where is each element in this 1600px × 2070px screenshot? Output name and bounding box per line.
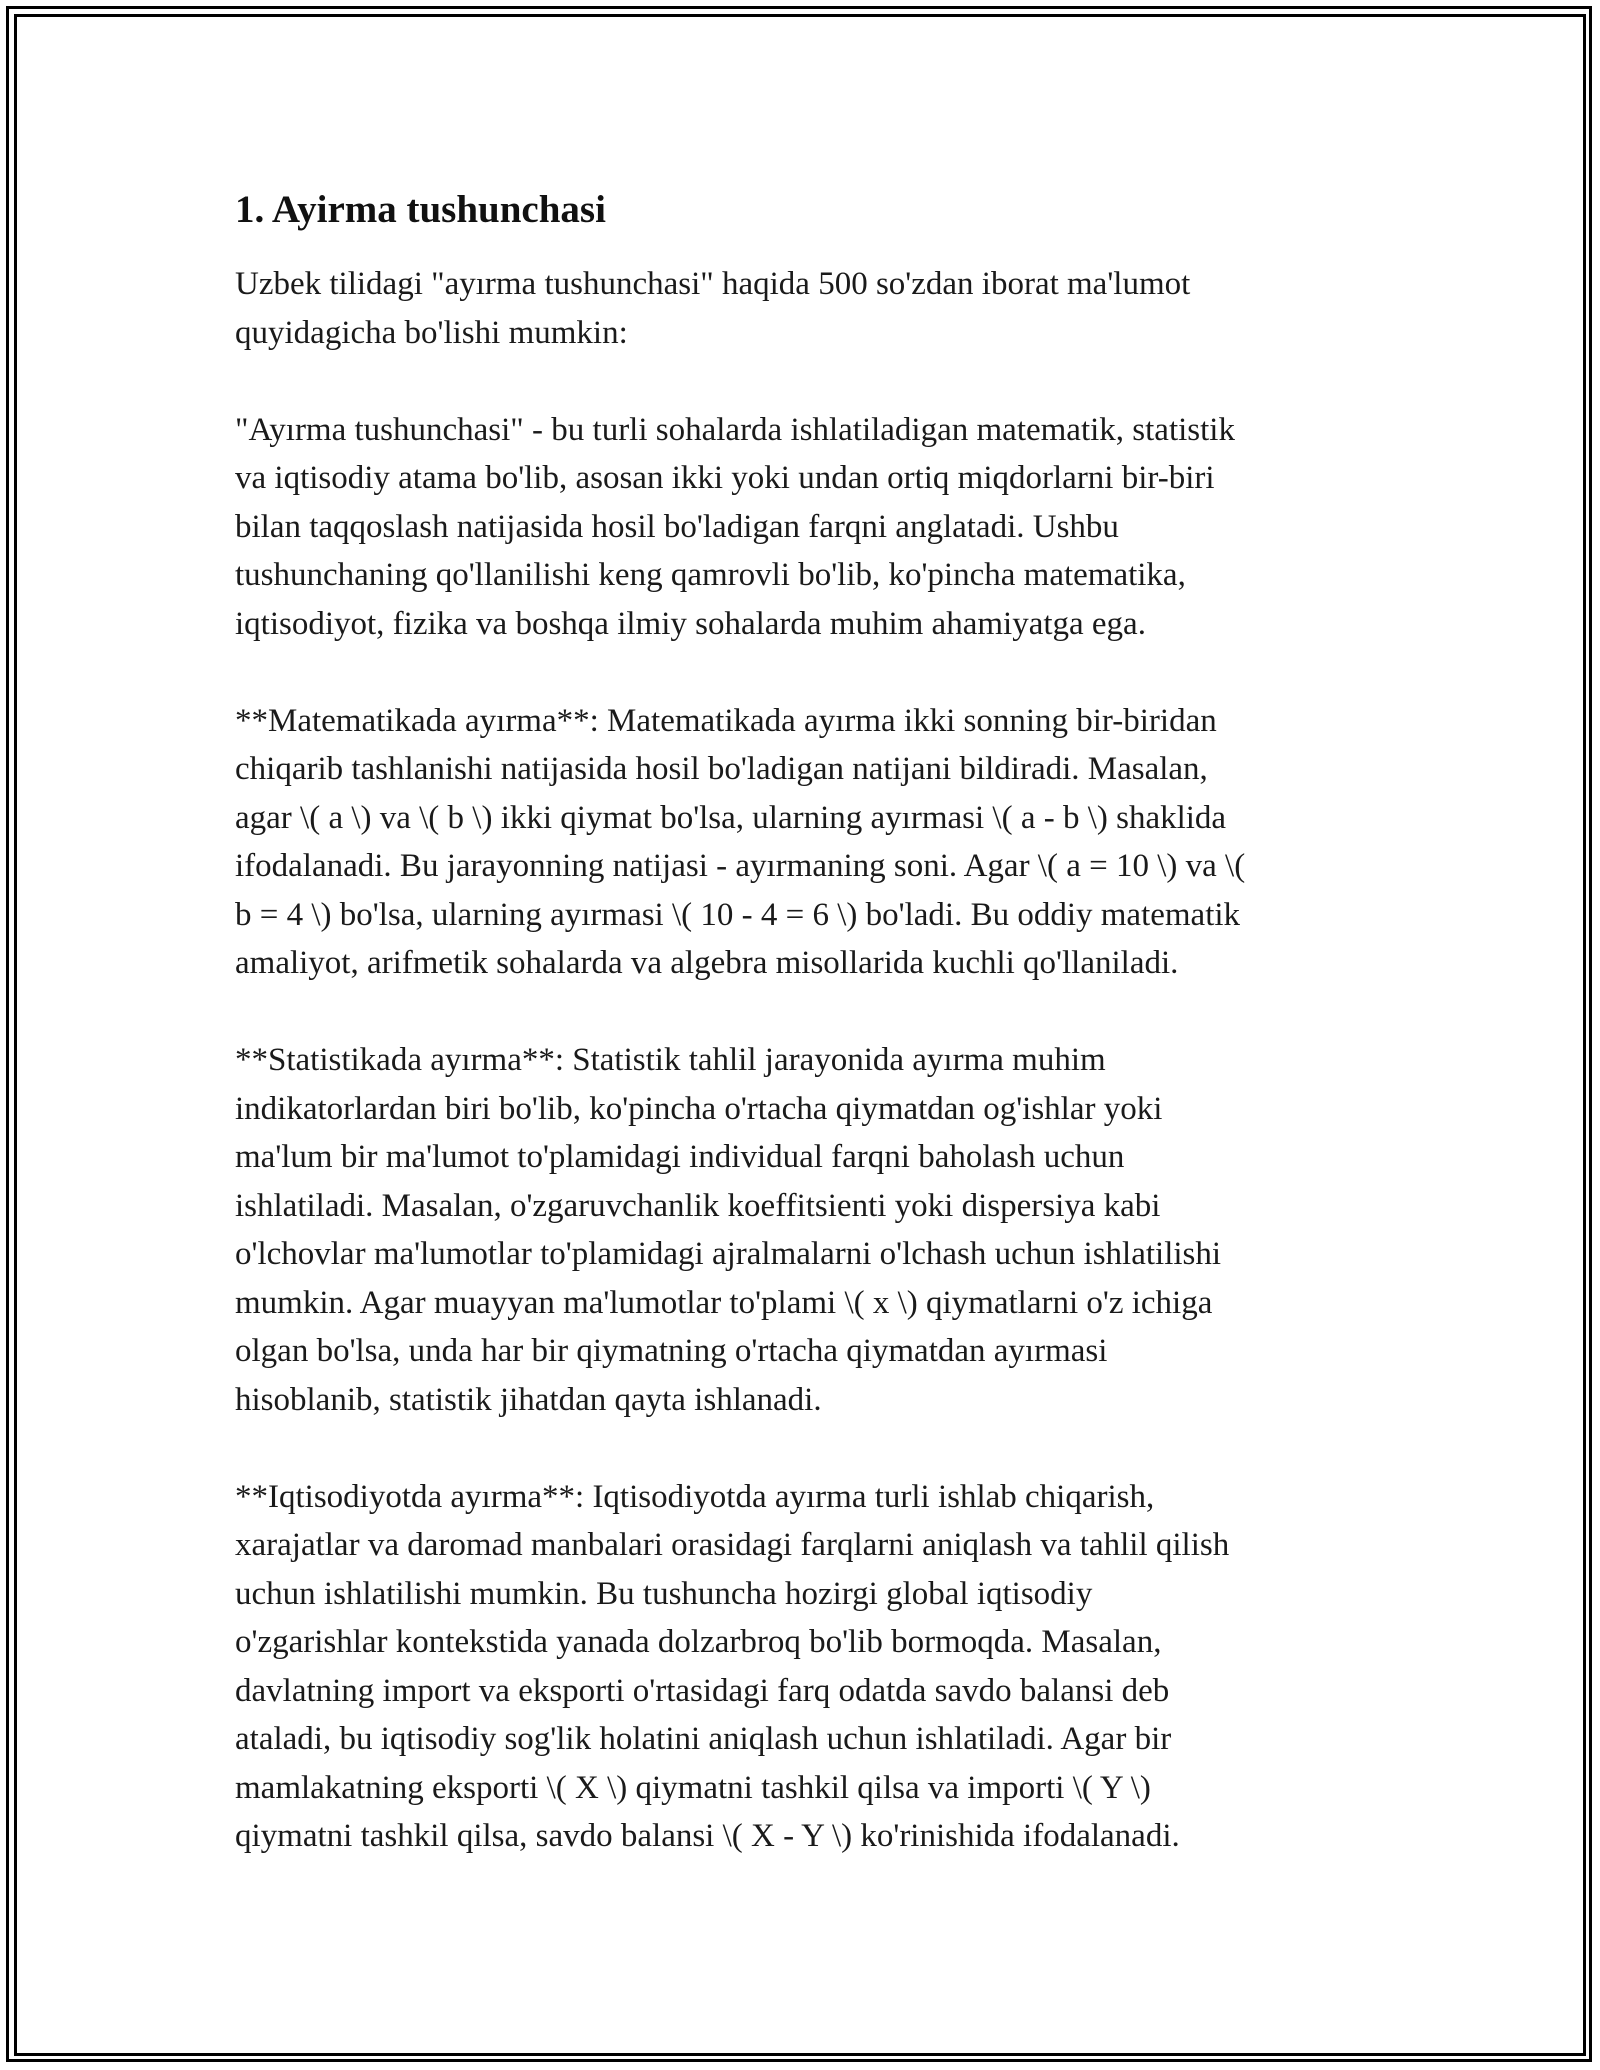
document-body [235, 180, 1365, 1909]
text-line: ifodalanadi. Bu jarayonning natijasi - ayırmaning soni. Agar \( a = 10 \) va \( [235, 848, 1246, 884]
text-line: mamlakatning eksporti \( X \) qiymatni tashkil qilsa va importi \( Y \) [235, 1769, 1151, 1806]
text-line: chiqarib tashlanishi natijasida hosil bo'ladigan natijani bildiradi. Masalan, [235, 751, 1208, 787]
definition-paragraph [235, 406, 1365, 649]
text-line: qiymatni tashkil qilsa, savdo balansi \( X - Y \) ko'rinishida ifodalanadi. [235, 1818, 1180, 1854]
text-line: xarajatlar va daromad manbalari orasidagi farqlarni aniqlash va tahlil qilish [235, 1527, 1230, 1563]
text-line: uchun ishlatilishi mumkin. Bu tushuncha hozirgi global iqtisodiy [235, 1575, 1093, 1612]
text-line: **Statistikada ayırma**: Statistik tahlil jarayonida ayırma muhim [235, 1042, 1106, 1078]
text-line: quyidagicha bo'lishi mumkin: [235, 314, 628, 351]
text-line: mumkin. Agar muayyan ma'lumotlar to'plami \( x \) qiymatlarni o'z ichiga [235, 1284, 1213, 1321]
text-line: b = 4 \) bo'lsa, ularning ayırmasi \( 10 - 4 = 6 \) bo'ladi. Bu oddiy matematik [235, 896, 1241, 933]
text-line: tushunchaning qo'llanilishi keng qamrovli bo'lib, ko'pincha matematika, [235, 557, 1186, 593]
text-line: agar \( a \) va \( b \) ikki qiymat bo'lsa, ularning ayırmasi \( a - b \) shaklida [235, 799, 1227, 836]
text-line: olgan bo'lsa, unda har bir qiymatning o'rtacha qiymatdan ayırmasi [235, 1333, 1108, 1369]
text-line: o'lchovlar ma'lumotlar to'plamidagi ajralmalarni o'lchash uchun ishlatilishi [235, 1236, 1222, 1272]
text-line: iqtisodiyot, fizika va boshqa ilmiy sohalarda muhim ahamiyatga ega. [235, 605, 1146, 642]
text-line: ataladi, bu iqtisodiy sog'lik holatini aniqlash uchun ishlatiladi. Agar bir [235, 1721, 1172, 1757]
economics-paragraph [235, 1473, 1365, 1861]
text-line: Uzbek tilidagi "ayırma tushunchasi" haqida 500 so'zdan iborat ma'lumot [235, 266, 1191, 302]
mathematics-paragraph [235, 697, 1365, 988]
text-line: hisoblanib, statistik jihatdan qayta ishlanadi. [235, 1381, 822, 1418]
text-line: **Matematikada ayırma**: Matematikada ayırma ikki sonning bir-biridan [235, 702, 1217, 739]
text-line: indikatorlardan biri bo'lib, ko'pincha o'rtacha qiymatdan og'ishlar yoki [235, 1090, 1163, 1127]
text-line: davlatning import va eksporti o'rtasidagi farq odatda savdo balansi deb [235, 1672, 1170, 1709]
text-line: o'zgarishlar kontekstida yanada dolzarbroq bo'lib bormoqda. Masalan, [235, 1624, 1162, 1660]
text-line: va iqtisodiy atama bo'lib, asosan ikki yoki undan ortiq miqdorlarni bir-biri [235, 460, 1215, 496]
text-line: bilan taqqoslash natijasida hosil bo'ladigan farqni anglatadi. Ushbu [235, 508, 1119, 545]
text-line: "Ayırma tushunchasi" - bu turli sohalarda ishlatiladigan matematik, statistik [235, 411, 1235, 448]
text-line: **Iqtisodiyotda ayırma**: Iqtisodiyotda ayırma turli ishlab chiqarish, [235, 1478, 1155, 1515]
intro-paragraph [235, 260, 1365, 357]
text-line: ishlatiladi. Masalan, o'zgaruvchanlik koeffitsienti yoki dispersiya kabi [235, 1187, 1161, 1224]
section-title: 1. Ayirma tushunchasi [235, 188, 606, 231]
text-line: ma'lum bir ma'lumot to'plamidagi individual farqni baholash uchun [235, 1139, 1125, 1175]
text-line: amaliyot, arifmetik sohalarda va algebra misollarida kuchli qo'llaniladi. [235, 945, 1179, 981]
statistics-paragraph [235, 1036, 1365, 1424]
